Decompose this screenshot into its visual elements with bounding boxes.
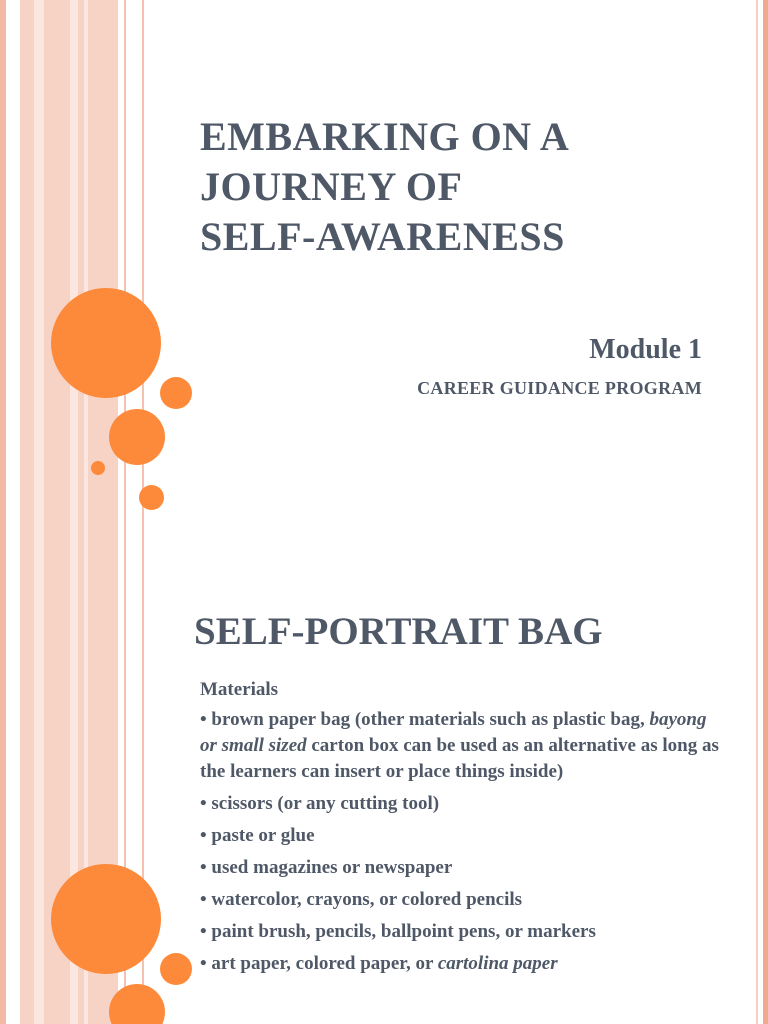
decorative-stripe — [124, 0, 126, 577]
right-edge-stripe — [756, 577, 758, 1024]
decorative-circle-small — [160, 953, 192, 985]
decorative-circle-large — [51, 288, 161, 398]
list-item — [200, 887, 720, 913]
list-item-italic-text: cartolina paper — [437, 953, 558, 974]
list-item — [200, 919, 720, 945]
bullet: • — [200, 889, 207, 910]
list-item-italic-text: bayong or small sized — [200, 709, 707, 756]
bullet: • — [200, 921, 207, 942]
list-item-text: paste or glue — [211, 825, 315, 846]
slide-title-heading — [200, 112, 569, 262]
materials-label: Materials — [200, 679, 279, 700]
slide-self-portrait-bag — [0, 577, 768, 1024]
decorative-stripe — [70, 0, 78, 577]
left-edge-stripe — [0, 0, 6, 577]
list-item-text: paint brush, pencils, ballpoint pens, or markers — [211, 921, 596, 942]
list-item-text: carton box can be used as an alternative as long as the learners can insert or place things inside) — [200, 735, 719, 782]
list-item-text: brown paper bag (other materials such as plastic bag, — [211, 709, 645, 730]
decorative-stripe — [84, 0, 88, 577]
list-item-text: watercolor, crayons, or colored pencils — [211, 889, 523, 910]
title-line: JOURNEY OF — [200, 164, 463, 209]
title-line: SELF-AWARENESS — [200, 214, 565, 259]
decorative-circle-small — [139, 485, 164, 510]
list-item — [200, 707, 720, 785]
decorative-circle-tiny — [91, 461, 105, 475]
bullet: • — [200, 793, 207, 814]
module-subtitle: Module 1 — [589, 334, 702, 365]
bullet: • — [200, 709, 207, 730]
decorative-stripe — [34, 577, 44, 1024]
list-item — [200, 855, 720, 881]
decorative-stripe — [34, 0, 44, 577]
right-edge-stripe — [756, 0, 758, 577]
list-item-text: art paper, colored paper, or — [211, 953, 434, 974]
bullet: • — [200, 953, 207, 974]
bullet: • — [200, 857, 207, 878]
list-item — [200, 791, 720, 817]
left-edge-stripe — [0, 577, 6, 1024]
program-subtitle: CAREER GUIDANCE PROGRAM — [417, 378, 702, 398]
title-line: EMBARKING ON A — [200, 114, 570, 159]
right-edge-stripe — [763, 577, 768, 1024]
decorative-circle-large — [51, 864, 161, 974]
right-edge-stripe — [763, 0, 768, 577]
list-item — [200, 951, 720, 977]
materials-list — [200, 677, 720, 983]
decorative-circle-small — [160, 377, 192, 409]
slide-heading: SELF-PORTRAIT BAG — [194, 610, 603, 653]
list-item — [200, 823, 720, 849]
decorative-circle-medium — [109, 409, 165, 465]
list-item-text: scissors (or any cutting tool) — [211, 793, 440, 814]
list-item-text: used magazines or newspaper — [211, 857, 453, 878]
bullet: • — [200, 825, 207, 846]
